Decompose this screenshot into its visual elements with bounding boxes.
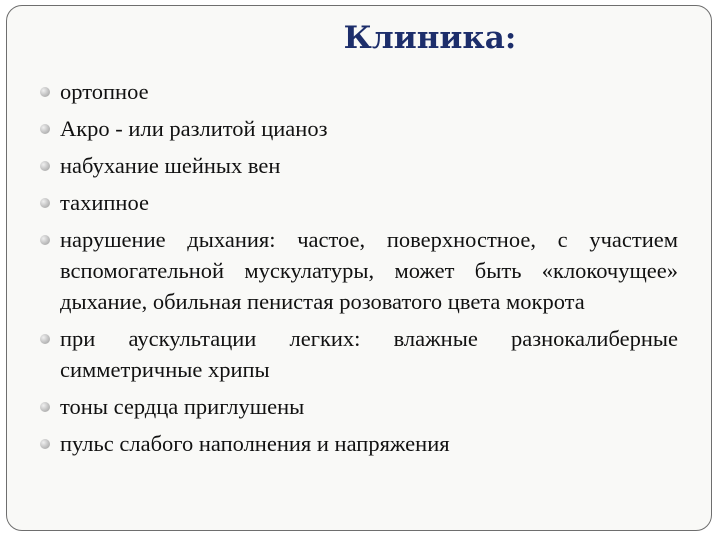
list-item-text: при аускультации легких: влажные разнокалиберные симметричные хрипы [60, 326, 678, 382]
list-item-text: нарушение дыхания: частое, поверхностное, с участием вспомогательной мускулатуры, может быть «клокочущее» дыхание, обильная пенистая розоватого цвета мокрота [60, 227, 678, 314]
list-item [18, 428, 678, 459]
list-item [18, 150, 678, 181]
list-item-text: Акро - или разлитой цианоз [60, 116, 328, 141]
list-item [18, 187, 678, 218]
bullet-icon [40, 235, 50, 245]
slide-title: Клиника: [343, 20, 517, 56]
list-item [18, 224, 678, 317]
list-item-text: тахипное [60, 190, 149, 215]
bullet-icon [40, 439, 50, 449]
list-item [18, 323, 678, 385]
bullet-icon [40, 198, 50, 208]
list-item [18, 391, 678, 422]
list-item-text: набухание шейных вен [60, 153, 281, 178]
bullet-icon [40, 334, 50, 344]
list-item-text: тоны сердца приглушены [60, 394, 305, 419]
list-item [18, 76, 678, 107]
bullet-icon [40, 402, 50, 412]
bullet-icon [40, 161, 50, 171]
bullet-icon [40, 124, 50, 134]
list-item-text: пульс слабого наполнения и напряжения [60, 431, 450, 456]
list-item-text: ортопное [60, 79, 149, 104]
bullet-list [18, 76, 678, 465]
list-item [18, 113, 678, 144]
bullet-icon [40, 87, 50, 97]
